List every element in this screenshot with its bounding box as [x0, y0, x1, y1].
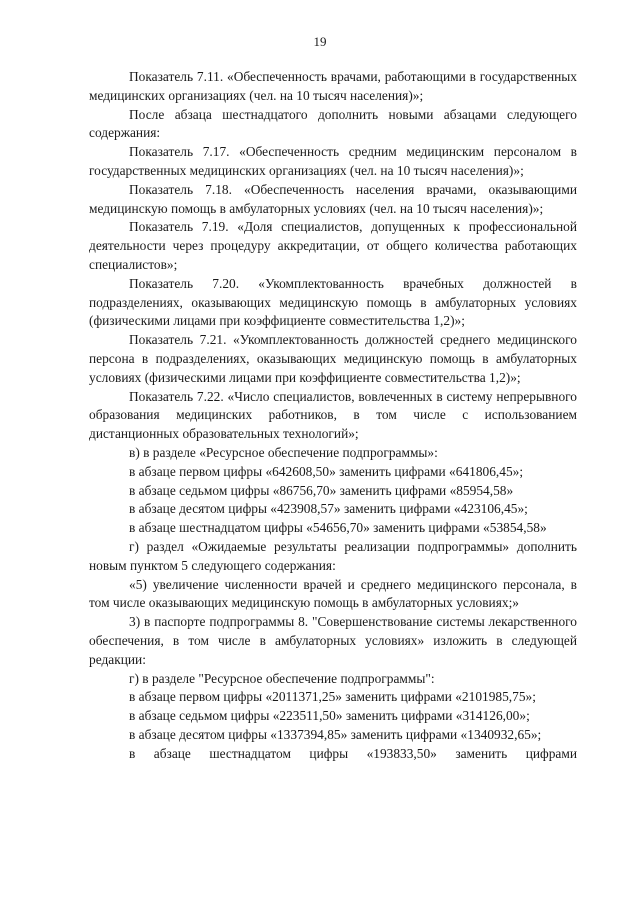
paragraph-tenth-digits: в абзаце десятом цифры «423908,57» заменить цифрами «423106,45»;	[129, 501, 528, 517]
paragraph-first-digits: в абзаце первом цифры «642608,50» заменить цифрами «641806,45»;	[129, 463, 524, 479]
paragraph-indicator-7-20: Показатель 7.20. «Укомплектованность врачебных должностей в подразделениях, оказывающих медицинскую помощь в амбулаторных условиях (физическими лицами при коэффициенте совместительства 1,2)»;	[89, 275, 577, 329]
paragraph-sixteenth-digits: в абзаце шестнадцатом цифры «54656,70» заменить цифрами «53854,58»	[129, 520, 547, 536]
paragraph-section-g-resources: г) в разделе "Ресурсное обеспечение подпрограммы":	[129, 670, 435, 686]
page-number: 19	[313, 34, 327, 49]
paragraph-indicator-7-11: Показатель 7.11. «Обеспеченность врачами, работающими в государственных медицинских организациях (чел. на 10 тысяч населения)»;	[89, 69, 577, 103]
paragraph-indicator-7-19: Показатель 7.19. «Доля специалистов, допущенных к профессиональной деятельности через процедуру аккредитации, от общего количества работающих специалистов»;	[89, 219, 577, 272]
paragraph-tenth-digits-2: в абзаце десятом цифры «1337394,85» заменить цифрами «1340932,65»;	[129, 726, 542, 742]
paragraph-section-g-results: г) раздел «Ожидаемые результаты реализации подпрограммы» дополнить новым пунктом 5 следующего содержания:	[89, 538, 577, 573]
document-body	[89, 68, 577, 763]
paragraph-seventh-digits-2: в абзаце седьмом цифры «223511,50» заменить цифрами «314126,00»;	[129, 708, 530, 724]
paragraph-seventh-digits: в абзаце седьмом цифры «86756,70» заменить цифрами «85954,58»	[129, 482, 514, 498]
paragraph-indicator-7-22: Показатель 7.22. «Число специалистов, вовлеченных в систему непрерывного образования медицинских работников, в том числе с использованием дистанционных образовательных технологий»;	[89, 388, 577, 442]
paragraph-indicator-7-21: Показатель 7.21. «Укомплектованность должностей среднего медицинского персона в подразделениях, оказывающих медицинскую помощь в амбулаторных условиях (физическими лицами при коэффициенте совместительства 1,2)»;	[89, 332, 577, 385]
paragraph-section-v: в) в разделе «Ресурсное обеспечение подпрограммы»:	[129, 444, 438, 460]
paragraph-passport-subprogram-8: 3) в паспорте подпрограммы 8. "Совершенствование системы лекарственного обеспечения, в том числе в амбулаторных условиях» изложить в следующей редакции:	[89, 614, 577, 667]
paragraph-point-5: «5) увеличение численности врачей и среднего медицинского персонала, в том числе оказывающих медицинскую помощь в амбулаторных условиях;»	[89, 576, 577, 611]
paragraph-indicator-7-18: Показатель 7.18. «Обеспеченность населения врачами, оказывающими медицинскую помощь в амбулаторных условиях (чел. на 10 тысяч населения)»;	[89, 181, 577, 216]
paragraph-indicator-7-17: Показатель 7.17. «Обеспеченность средним медицинским персоналом в государственных медицинских организациях (чел. на 10 тысяч населения)»;	[89, 144, 577, 178]
paragraph-insert-after-16: После абзаца шестнадцатого дополнить новыми абзацами следующего содержания:	[89, 106, 577, 141]
paragraph-first-digits-2: в абзаце первом цифры «2011371,25» заменить цифрами «2101985,75»;	[129, 689, 536, 705]
paragraph-sixteenth-digits-2: в абзаце шестнадцатом цифры «193833,50» заменить цифрами	[129, 745, 577, 761]
